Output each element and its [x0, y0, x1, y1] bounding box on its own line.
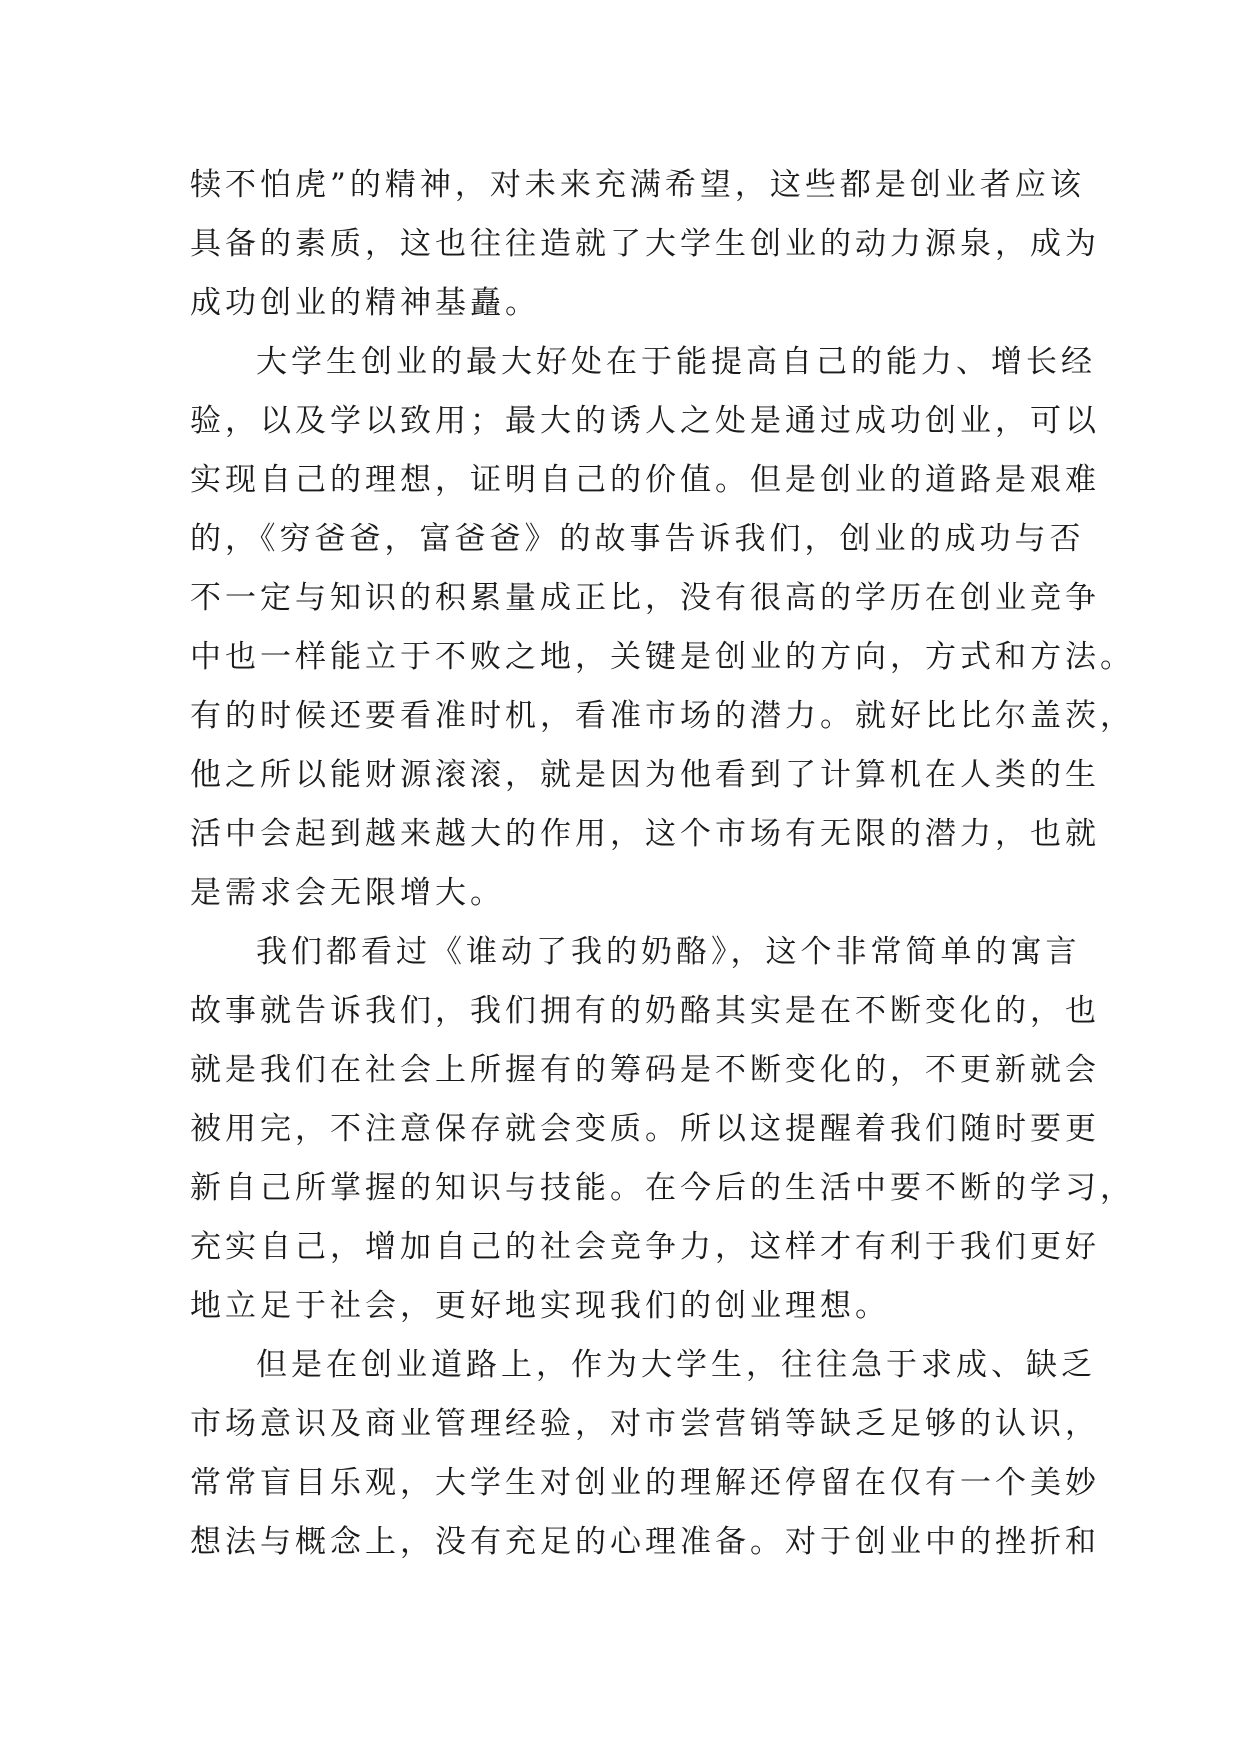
text-line: 故事就告诉我们，我们拥有的奶酪其实是在不断变化的，也 [190, 993, 1100, 1029]
text-line: 犊不怕虎”的精神，对未来充满希望，这些都是创业者应该 [190, 167, 1085, 203]
text-line: 常常盲目乐观，大学生对创业的理解还停留在仅有一个美妙 [190, 1465, 1100, 1501]
paragraph-4 [190, 1336, 1100, 1572]
paragraph-2 [190, 333, 1135, 923]
text-line: 大学生创业的最大好处在于能提高自己的能力、增长经 [256, 344, 1096, 380]
text-line: 新自己所掌握的知识与技能。在今后的生活中要不断的学习， [190, 1170, 1135, 1206]
paragraph-1 [190, 156, 1100, 333]
text-line: 充实自己，增加自己的社会竞争力，这样才有利于我们更好 [190, 1229, 1100, 1265]
text-line: 就是我们在社会上所握有的筹码是不断变化的，不更新就会 [190, 1052, 1100, 1088]
body-text [190, 156, 1135, 1572]
text-line: 但是在创业道路上，作为大学生，往往急于求成、缺乏 [256, 1347, 1096, 1383]
paragraph-3 [190, 923, 1135, 1336]
text-line: 活中会起到越来越大的作用，这个市场有无限的潜力，也就 [190, 816, 1100, 852]
text-line: 市场意识及商业管理经验，对市尝营销等缺乏足够的认识， [190, 1406, 1100, 1442]
text-line: 他之所以能财源滚滚，就是因为他看到了计算机在人类的生 [190, 757, 1100, 793]
text-line: 被用完，不注意保存就会变质。所以这提醒着我们随时要更 [190, 1111, 1100, 1147]
text-line: 中也一样能立于不败之地，关键是创业的方向，方式和方法。 [190, 639, 1135, 675]
text-line: 有的时候还要看准时机，看准市场的潜力。就好比比尔盖茨， [190, 698, 1135, 734]
text-line: 是需求会无限增大。 [190, 875, 505, 911]
text-line: 地立足于社会，更好地实现我们的创业理想。 [190, 1288, 890, 1324]
text-line: 的，《穷爸爸，富爸爸》的故事告诉我们，创业的成功与否 [190, 521, 1085, 557]
text-line: 具备的素质，这也往往造就了大学生创业的动力源泉，成为 [190, 226, 1100, 262]
text-line: 验，以及学以致用；最大的诱人之处是通过成功创业，可以 [190, 403, 1100, 439]
text-line: 实现自己的理想，证明自己的价值。但是创业的道路是艰难 [190, 462, 1100, 498]
text-line: 不一定与知识的积累量成正比，没有很高的学历在创业竞争 [190, 580, 1100, 616]
text-line: 我们都看过《谁动了我的奶酪》，这个非常简单的寓言 [256, 934, 1081, 970]
text-line: 成功创业的精神基矗。 [190, 285, 540, 321]
text-line: 想法与概念上，没有充足的心理准备。对于创业中的挫折和 [190, 1524, 1100, 1560]
